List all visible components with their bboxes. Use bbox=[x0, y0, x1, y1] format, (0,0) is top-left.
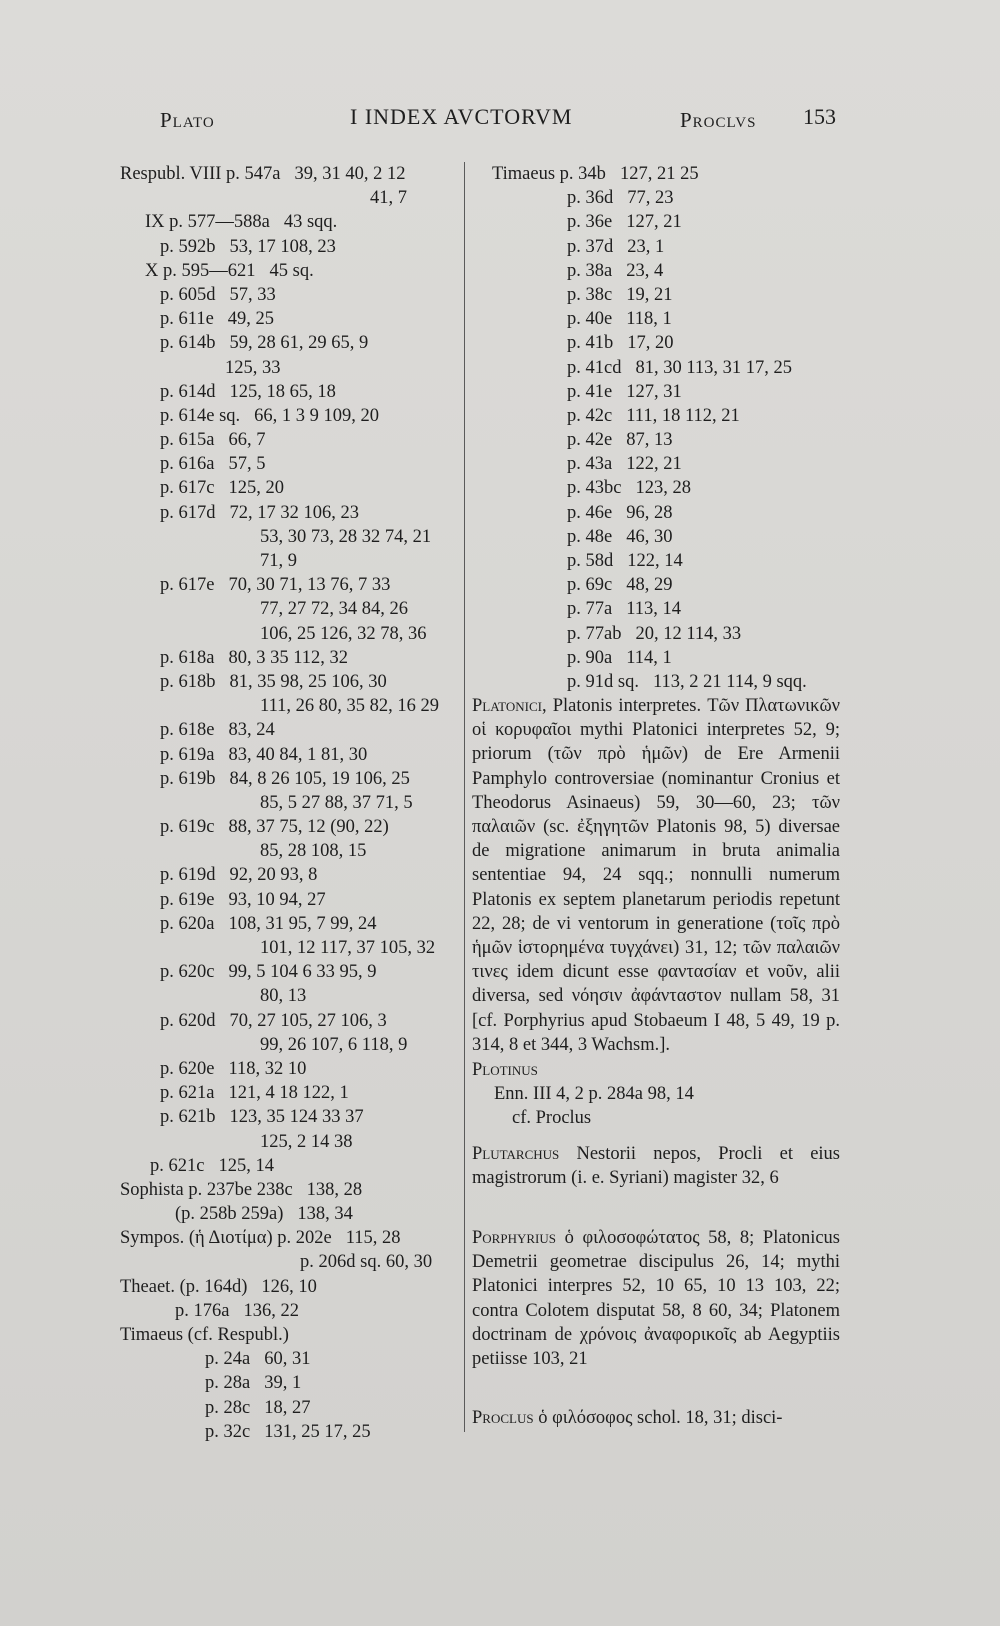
entry-text: ὁ φιλόσοφος schol. 18, 31; disci- bbox=[533, 1408, 783, 1428]
index-locus: p. 42c bbox=[567, 405, 613, 426]
index-locus: p. 620e bbox=[160, 1058, 215, 1079]
index-row bbox=[472, 162, 840, 186]
index-row bbox=[120, 839, 460, 863]
entry-head: Proclus bbox=[472, 1408, 534, 1428]
index-locus: p. 38a bbox=[567, 260, 613, 281]
index-locus: p. 41cd bbox=[567, 357, 622, 378]
index-refs: 125, 18 65, 18 bbox=[229, 381, 336, 402]
index-refs: 101, 12 117, 37 105, 32 bbox=[260, 938, 436, 958]
index-refs: 80, 13 bbox=[260, 986, 307, 1007]
index-refs: 60, 31 bbox=[264, 1349, 311, 1370]
index-row bbox=[472, 356, 840, 380]
index-row bbox=[120, 791, 460, 815]
index-row bbox=[472, 210, 840, 234]
index-locus: p. 43a bbox=[567, 454, 613, 475]
index-row bbox=[472, 404, 840, 428]
index-locus: p. 611e bbox=[160, 309, 214, 330]
index-locus: p. 605d bbox=[160, 284, 216, 305]
index-refs: 138, 28 bbox=[306, 1179, 363, 1200]
index-row bbox=[120, 767, 460, 791]
index-row bbox=[472, 380, 840, 404]
index-refs: 118, 32 10 bbox=[228, 1058, 307, 1079]
index-row bbox=[120, 162, 460, 186]
index-row bbox=[120, 1057, 460, 1081]
index-refs: 66, 1 3 9 109, 20 bbox=[254, 405, 380, 426]
index-refs: 84, 8 26 105, 19 106, 25 bbox=[229, 768, 410, 789]
index-locus: p. 614b bbox=[160, 333, 216, 354]
running-header bbox=[160, 104, 836, 134]
index-refs: 115, 28 bbox=[345, 1228, 401, 1249]
index-refs: 126, 10 bbox=[261, 1276, 317, 1297]
index-row bbox=[120, 404, 460, 428]
index-refs: 118, 1 bbox=[626, 309, 672, 330]
index-refs: 127, 21 25 bbox=[619, 164, 699, 184]
index-locus: p. 32c bbox=[205, 1421, 251, 1442]
index-refs: 106, 25 126, 32 78, 36 bbox=[260, 623, 427, 644]
index-locus: p. 621c bbox=[150, 1155, 205, 1176]
index-row bbox=[472, 259, 840, 283]
index-refs: 71, 9 bbox=[260, 551, 297, 571]
index-locus: p. 621a bbox=[160, 1083, 215, 1104]
index-locus: p. 618a bbox=[160, 647, 215, 668]
index-locus: p. 620c bbox=[160, 962, 215, 983]
index-refs: 114, 1 bbox=[626, 647, 672, 668]
index-row bbox=[120, 694, 460, 718]
entry-plutarchus bbox=[472, 1142, 840, 1190]
index-refs: 99, 26 107, 6 118, 9 bbox=[260, 1034, 408, 1055]
index-row bbox=[472, 573, 840, 597]
index-row bbox=[120, 718, 460, 742]
index-row bbox=[120, 235, 460, 259]
index-refs: 127, 31 bbox=[626, 381, 682, 402]
index-row bbox=[120, 912, 460, 936]
index-refs: 77, 27 72, 34 84, 26 bbox=[260, 599, 408, 620]
index-row bbox=[120, 1081, 460, 1105]
index-refs: 43 sqq. bbox=[283, 212, 338, 233]
entry-head: Plotinus bbox=[472, 1060, 538, 1080]
index-refs: 125, 33 bbox=[225, 357, 281, 378]
index-row bbox=[120, 573, 460, 597]
index-refs: 113, 14 bbox=[626, 599, 682, 620]
index-locus: p. 614d bbox=[160, 381, 216, 402]
index-row bbox=[120, 1420, 460, 1444]
index-row bbox=[120, 1396, 460, 1420]
index-refs: 23, 1 bbox=[627, 236, 665, 257]
index-row bbox=[120, 1009, 460, 1033]
index-row bbox=[120, 1323, 460, 1347]
index-refs: 17, 20 bbox=[627, 333, 674, 354]
index-locus: p. 592b bbox=[160, 236, 216, 257]
index-refs: 113, 2 21 114, 9 sqq. bbox=[652, 671, 807, 692]
entry-head: Platonici bbox=[472, 696, 542, 716]
index-refs: 123, 28 bbox=[635, 478, 691, 499]
index-refs: 83, 40 84, 1 81, 30 bbox=[228, 744, 368, 765]
index-row bbox=[120, 670, 460, 694]
index-row bbox=[120, 1202, 460, 1226]
index-row bbox=[120, 1371, 460, 1395]
index-row bbox=[472, 525, 840, 549]
index-locus: p. 614e sq. bbox=[160, 405, 241, 426]
index-locus: p. 41e bbox=[567, 381, 613, 402]
index-locus: p. 91d sq. bbox=[567, 671, 639, 692]
index-locus: p. 58d bbox=[567, 551, 614, 571]
index-locus: p. 77a bbox=[567, 599, 613, 620]
index-refs: p. 206d sq. 60, 30 bbox=[300, 1252, 433, 1273]
index-refs: 92, 20 93, 8 bbox=[229, 865, 318, 886]
index-locus: p. 24a bbox=[205, 1349, 251, 1370]
index-refs: 123, 35 124 33 37 bbox=[229, 1107, 364, 1128]
index-locus: p. 176a bbox=[175, 1300, 230, 1321]
index-locus: p. 619e bbox=[160, 889, 215, 910]
index-row bbox=[120, 210, 460, 234]
index-row bbox=[472, 670, 840, 694]
index-refs: 48, 29 bbox=[626, 575, 673, 596]
entry-plotinus bbox=[472, 1058, 840, 1131]
index-locus: p. 43bc bbox=[567, 478, 622, 499]
index-locus: p. 28c bbox=[205, 1397, 251, 1418]
index-refs: 108, 31 95, 7 99, 24 bbox=[228, 913, 377, 934]
index-refs: 136, 22 bbox=[243, 1300, 299, 1321]
index-row bbox=[472, 501, 840, 525]
index-refs: 49, 25 bbox=[227, 309, 275, 330]
index-refs: 131, 25 17, 25 bbox=[264, 1421, 371, 1442]
index-row bbox=[120, 1299, 460, 1323]
entry-text: ὁ φιλοσοφώτατος 58, 8; Platonicus Demetrii geometrae discipulus 26, 14; mythi Platonici interpres 52, 10 65, 10 13 103, 22; contra Colotem disputat 58, 8 60, 34; Platonem doctrinam de χρόνοις ἀναφορικοῖς ab Aegyptiis petiisse 103, 21 bbox=[472, 1228, 840, 1370]
right-column bbox=[472, 162, 840, 694]
index-refs: 81, 35 98, 25 106, 30 bbox=[229, 671, 387, 692]
index-locus: p. 48e bbox=[567, 526, 613, 547]
index-locus: IX p. 577—588a bbox=[145, 212, 270, 233]
index-refs: 99, 5 104 6 33 95, 9 bbox=[228, 962, 377, 983]
index-refs: 18, 27 bbox=[264, 1397, 311, 1418]
index-locus: Respubl. VIII p. 547a bbox=[120, 164, 281, 184]
index-locus: p. 617c bbox=[160, 478, 215, 499]
index-refs: 83, 24 bbox=[228, 720, 275, 741]
index-refs: 88, 37 75, 12 (90, 22) bbox=[228, 817, 389, 838]
index-locus: p. 28a bbox=[205, 1373, 251, 1394]
index-row bbox=[120, 1250, 460, 1274]
index-refs: 23, 4 bbox=[626, 260, 664, 281]
index-locus: p. 619c bbox=[160, 817, 215, 838]
entry-line: cf. Proclus bbox=[512, 1108, 592, 1129]
index-refs: 53, 30 73, 28 32 74, 21 bbox=[260, 526, 432, 547]
index-row bbox=[120, 428, 460, 452]
index-locus: p. 615a bbox=[160, 430, 215, 451]
entry-proclus bbox=[472, 1406, 840, 1430]
index-row bbox=[120, 1033, 460, 1057]
index-refs: 41, 7 bbox=[370, 188, 407, 209]
header-title: I INDEX AVCTORVM bbox=[350, 104, 573, 129]
index-locus: p. 619a bbox=[160, 744, 215, 765]
index-row bbox=[120, 186, 460, 210]
index-locus: p. 620a bbox=[160, 913, 215, 934]
index-refs: 85, 5 27 88, 37 71, 5 bbox=[260, 792, 413, 813]
index-row bbox=[472, 331, 840, 355]
index-row bbox=[120, 380, 460, 404]
index-locus: p. 616a bbox=[160, 454, 215, 475]
index-refs: 57, 5 bbox=[228, 454, 266, 475]
index-locus: p. 77ab bbox=[567, 623, 622, 644]
index-refs: 45 sq. bbox=[269, 260, 314, 281]
index-row bbox=[120, 646, 460, 670]
index-row bbox=[120, 501, 460, 525]
index-refs: 72, 17 32 106, 23 bbox=[229, 502, 359, 523]
entry-platonici bbox=[472, 694, 840, 1057]
index-refs: 125, 2 14 38 bbox=[260, 1131, 353, 1152]
index-row bbox=[120, 331, 460, 355]
header-left: Plato bbox=[160, 108, 215, 132]
index-locus: p. 38c bbox=[567, 284, 613, 305]
index-row bbox=[472, 622, 840, 646]
index-row bbox=[120, 356, 460, 380]
index-row bbox=[120, 1154, 460, 1178]
index-row bbox=[120, 1130, 460, 1154]
index-refs: 87, 13 bbox=[626, 430, 673, 451]
entry-text: Nestorii nepos, Procli et eius magistrorum (i. e. Syriani) magister 32, 6 bbox=[472, 1144, 840, 1189]
index-row bbox=[472, 235, 840, 259]
entry-head: Porphyrius bbox=[472, 1228, 556, 1248]
index-row bbox=[120, 452, 460, 476]
entry-line: Enn. III 4, 2 p. 284a 98, 14 bbox=[494, 1084, 694, 1105]
index-refs: 53, 17 108, 23 bbox=[229, 236, 336, 257]
index-locus: p. 619b bbox=[160, 768, 216, 789]
index-locus: Timaeus p. 34b bbox=[492, 164, 606, 184]
index-row bbox=[472, 428, 840, 452]
index-refs: 121, 4 18 122, 1 bbox=[228, 1083, 349, 1104]
index-locus: Sympos. (ἡ Διοτίμα) p. 202e bbox=[120, 1228, 332, 1249]
index-refs: 70, 30 71, 13 76, 7 33 bbox=[228, 575, 391, 596]
index-row bbox=[120, 888, 460, 912]
index-refs: 59, 28 61, 29 65, 9 bbox=[229, 333, 369, 354]
index-locus: Timaeus (cf. Respubl.) bbox=[120, 1325, 289, 1345]
index-refs: 122, 14 bbox=[627, 551, 683, 571]
index-locus: p. 620d bbox=[160, 1010, 216, 1031]
index-row bbox=[472, 597, 840, 621]
left-column bbox=[120, 162, 460, 1444]
index-locus: p. 36d bbox=[567, 188, 614, 209]
index-refs: 127, 21 bbox=[626, 212, 682, 233]
index-row bbox=[472, 549, 840, 573]
index-row bbox=[472, 283, 840, 307]
index-locus: p. 37d bbox=[567, 236, 614, 257]
index-refs: 39, 1 bbox=[264, 1373, 302, 1394]
column-divider bbox=[464, 162, 465, 1432]
index-locus: p. 618b bbox=[160, 671, 216, 692]
index-refs: 111, 26 80, 35 82, 16 29 bbox=[260, 696, 440, 717]
index-locus: p. 46e bbox=[567, 502, 613, 523]
index-locus: Sophista p. 237be 238c bbox=[120, 1179, 293, 1200]
index-row bbox=[120, 1226, 460, 1250]
index-refs: 85, 28 108, 15 bbox=[260, 841, 367, 862]
index-locus: p. 41b bbox=[567, 333, 614, 354]
index-refs: 125, 14 bbox=[218, 1155, 274, 1176]
entry-text: , Platonis interpretes. Τῶν Πλατωνικῶν οἱ κορυφαῖοι mythi Platonici interpretes 52, 9; priorum (τῶν πρὸ ἡμῶν) de Ere Armenii Pamphylo controversiae (nominantur Cronius et Theodorus Asinaeus) 59, 30—60, 23; τῶν παλαιῶν (sc. ἐξηγητῶν Platonis 98, 5) diversae de migratione animarum in bruta animalia sententiae 94, 24 sqq.; nonnulli numerum Platonis ex septem planetarum periodis repetunt 22, 28; de vi ventorum in generatione (τοῖς πρὸ ἡμῶν ἱστορημένα τυγχάνει) 31, 12; τῶν παλαιῶν τινες idem dicunt esse φαντασίαν et νοῦν, alii diversa, sed νόησιν ἀφάνταστον nullam 58, 31 [cf. Porphyrius apud Stobaeum I 48, 5 49, 19 p. 314, 8 et 344, 3 Wachsm.]. bbox=[472, 696, 840, 1055]
index-refs: 93, 10 94, 27 bbox=[228, 889, 326, 910]
index-locus: p. 619d bbox=[160, 865, 216, 886]
index-refs: 77, 23 bbox=[627, 188, 674, 209]
index-refs: 125, 20 bbox=[228, 478, 284, 499]
entry-head: Plutarchus bbox=[472, 1144, 560, 1164]
index-locus: p. 90a bbox=[567, 647, 613, 668]
index-refs: 46, 30 bbox=[626, 526, 673, 547]
index-row bbox=[120, 1347, 460, 1371]
index-row bbox=[120, 743, 460, 767]
index-refs: 19, 21 bbox=[626, 284, 673, 305]
index-row bbox=[120, 525, 460, 549]
index-locus: p. 36e bbox=[567, 212, 613, 233]
index-row bbox=[472, 307, 840, 331]
index-row bbox=[120, 936, 460, 960]
index-row bbox=[472, 186, 840, 210]
header-right: Proclvs bbox=[680, 108, 757, 132]
index-row bbox=[120, 259, 460, 283]
index-locus: p. 617d bbox=[160, 502, 216, 523]
index-row bbox=[120, 307, 460, 331]
index-locus: p. 617e bbox=[160, 575, 215, 596]
index-row bbox=[120, 863, 460, 887]
index-refs: 70, 27 105, 27 106, 3 bbox=[229, 1010, 387, 1031]
index-refs: 138, 34 bbox=[297, 1204, 353, 1225]
index-refs: 39, 31 40, 2 12 bbox=[294, 164, 406, 184]
index-locus: p. 618e bbox=[160, 720, 215, 741]
index-row bbox=[120, 1105, 460, 1129]
index-locus: p. 621b bbox=[160, 1107, 216, 1128]
index-row bbox=[120, 960, 460, 984]
index-refs: 81, 30 113, 31 17, 25 bbox=[635, 357, 793, 378]
index-refs bbox=[289, 1323, 460, 1347]
index-row bbox=[120, 1178, 460, 1202]
index-locus: (p. 258b 259a) bbox=[175, 1204, 284, 1225]
index-row bbox=[120, 1275, 460, 1299]
index-locus: Theaet. (p. 164d) bbox=[120, 1276, 248, 1297]
index-locus: X p. 595—621 bbox=[145, 260, 256, 281]
index-refs: 57, 33 bbox=[229, 284, 276, 305]
index-locus: p. 69c bbox=[567, 575, 613, 596]
index-row bbox=[472, 646, 840, 670]
index-refs: 80, 3 35 112, 32 bbox=[228, 647, 349, 668]
index-row bbox=[120, 622, 460, 646]
index-row bbox=[120, 283, 460, 307]
index-row bbox=[120, 815, 460, 839]
index-locus: p. 40e bbox=[567, 309, 613, 330]
index-refs: 66, 7 bbox=[228, 430, 266, 451]
index-row bbox=[472, 452, 840, 476]
entry-porphyrius bbox=[472, 1226, 840, 1371]
index-row bbox=[120, 597, 460, 621]
index-locus: p. 42e bbox=[567, 430, 613, 451]
index-refs: 122, 21 bbox=[626, 454, 682, 475]
index-row bbox=[472, 476, 840, 500]
index-refs: 111, 18 112, 21 bbox=[626, 405, 740, 426]
index-row bbox=[120, 476, 460, 500]
index-row bbox=[120, 549, 460, 573]
page-number: 153 bbox=[803, 104, 836, 129]
index-refs: 96, 28 bbox=[626, 502, 673, 523]
index-refs: 20, 12 114, 33 bbox=[635, 623, 742, 644]
index-row bbox=[120, 984, 460, 1008]
